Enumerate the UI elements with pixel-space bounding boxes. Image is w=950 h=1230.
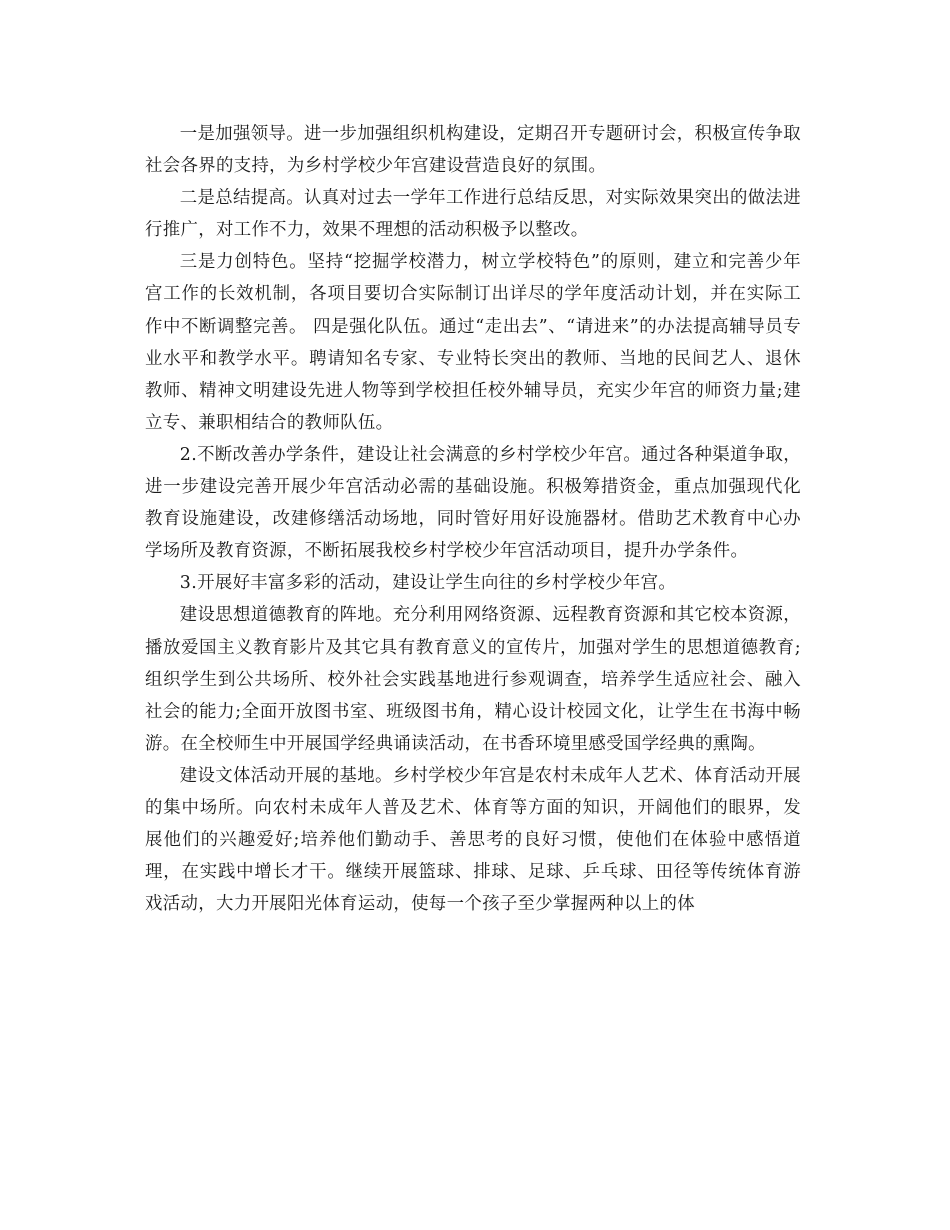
paragraph-features-team: 三是力创特色。坚持“挖掘学校潜力，树立学校特色”的原则，建立和完善少年宫工作的长效机制，各项目要切合实际制订出详尽的学年度活动计划，并在实际工作中不断调整完善。 四是强化队伍。通过“走出去”、“请进来”的办法提高辅导员专业水平和教学水平。聘请知名专家、专业特长突出的教师、当地的民间艺人、退休教师、精神文明建设先进人物等到学校担任校外辅导员，充实少年宫的师资力量;建立专、兼职相结合的教师队伍。 bbox=[145, 252, 801, 433]
paragraph-leadership: 一是加强领导。进一步加强组织机构建设，定期召开专题研讨会，积极宣传争取社会各界的支持，为乡村学校少年宫建设营造良好的氛围。 bbox=[145, 124, 801, 177]
paragraph-sports-arts: 建设文体活动开展的基地。乡村学校少年宫是农村未成年人艺术、体育活动开展的集中场所。向农村未成年人普及艺术、体育等方面的知识，开阔他们的眼界，发展他们的兴趣爱好;培养他们勤动手、善思考的良好习惯，使他们在体验中感悟道理，在实践中增长才干。继续开展篮球、排球、足球、乒乓球、田径等传统体育游戏活动，大力开展阳光体育运动，使每一个孩子至少掌握两种以上的体 bbox=[145, 765, 801, 915]
paragraph-summary: 二是总结提高。认真对过去一学年工作进行总结反思，对实际效果突出的做法进行推广，对工作不力，效果不理想的活动积极予以整改。 bbox=[145, 188, 801, 241]
paragraph-conditions: 2.不断改善办学条件，建设让社会满意的乡村学校少年宫。通过各种渠道争取，进一步建设完善开展少年宫活动必需的基础设施。积极筹措资金，重点加强现代化教育设施建设，改建修缮活动场地，同时管好用好设施器材。借助艺术教育中心办学场所及教育资源，不断拓展我校乡村学校少年宫活动项目，提升办学条件。 bbox=[145, 444, 801, 562]
body-text bbox=[145, 118, 801, 920]
paragraph-activities: 3.开展好丰富多彩的活动，建设让学生向往的乡村学校少年宫。 bbox=[179, 573, 677, 594]
paragraph-moral-education: 建设思想道德教育的阵地。充分利用网络资源、远程教育资源和其它校本资源，播放爱国主义教育影片及其它具有教育意义的宣传片，加强对学生的思想道德教育;组织学生到公共场所、校外社会实践基地进行参观调查，培养学生适应社会、融入社会的能力;全面开放图书室、班级图书角，精心设计校园文化，让学生在书海中畅游。在全校师生中开展国学经典诵读活动，在书香环境里感受国学经典的熏陶。 bbox=[145, 605, 801, 754]
